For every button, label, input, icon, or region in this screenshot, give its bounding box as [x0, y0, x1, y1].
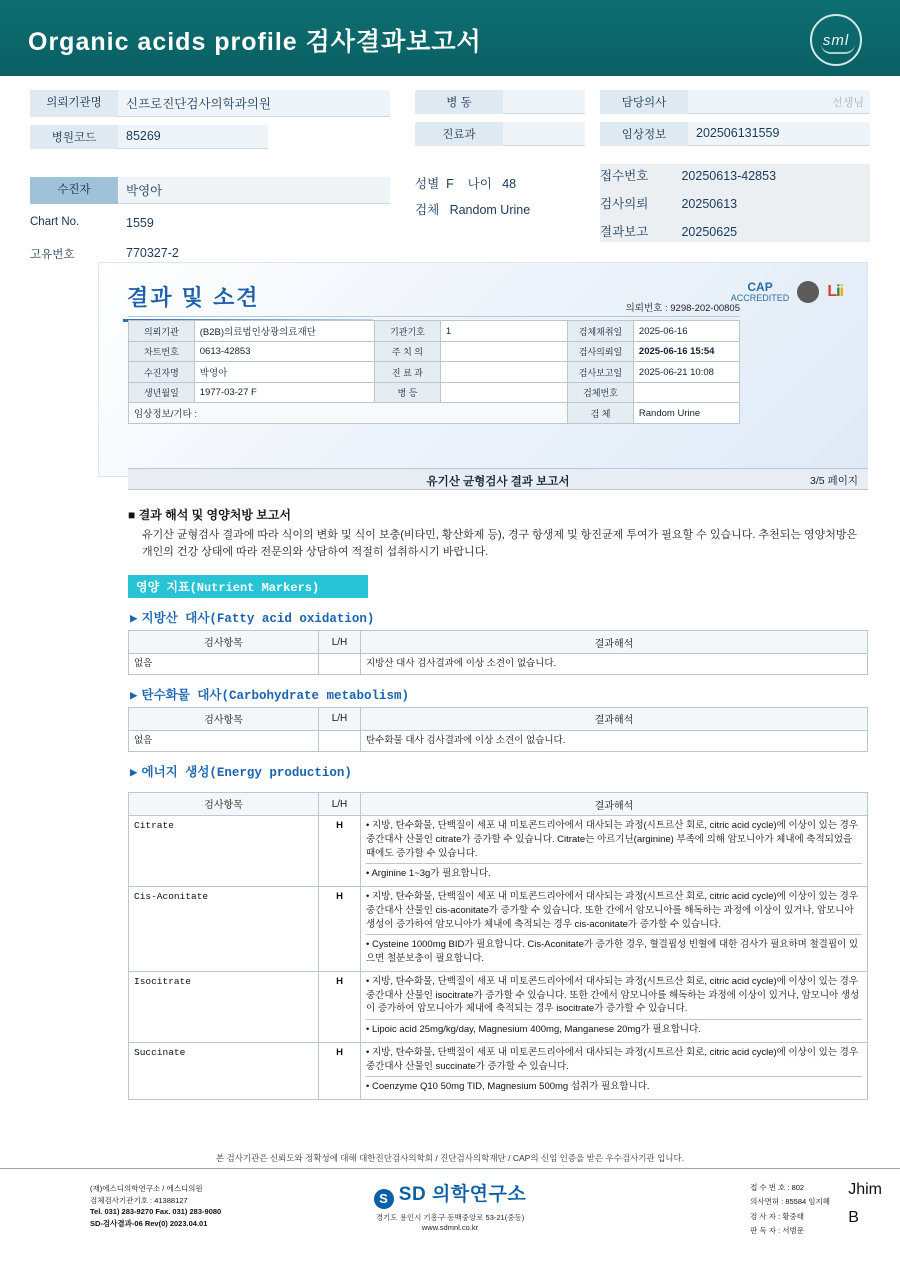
col-item: 검사항목: [129, 793, 319, 816]
cell-label: 차트번호: [129, 342, 195, 362]
request-no-value: 9298-202-00805: [670, 303, 740, 314]
patient-info-col-mid: [415, 90, 585, 218]
col-interp: 결과해석: [361, 793, 868, 816]
cell-interp: [361, 1042, 868, 1099]
label-order-date: 검사의뢰: [600, 197, 649, 211]
label-clinical-info: 임상정보: [600, 122, 688, 146]
field-clinical-info: [600, 122, 870, 146]
table-row: [129, 654, 868, 675]
label-age: 나이: [467, 177, 492, 191]
table-energy-production: [128, 792, 868, 1100]
cell-value: 2025-06-16 15:54: [633, 342, 739, 362]
cell-value: [440, 362, 567, 383]
cell-item: 없음: [129, 654, 319, 675]
label-sex: 성별: [415, 177, 440, 191]
footer-left-line: SD-검사결과-06 Rev(0) 2023.04.01: [90, 1218, 208, 1228]
request-no-label: 의뢰번호 :: [625, 303, 668, 314]
table-header-row: [129, 707, 868, 730]
value-hospital-code: 85269: [118, 125, 268, 149]
doctor-suffix: 선생님: [832, 97, 864, 109]
section-title-text: 에너지 생성(Energy production): [141, 765, 352, 780]
value-sex: F: [446, 177, 454, 191]
section-title-text: 지방산 대사(Fatty acid oxidation): [141, 612, 375, 627]
cell-label: 검사의뢰일: [568, 342, 634, 362]
footer-right-row: [750, 1181, 830, 1195]
table-row: [129, 342, 740, 362]
table-row: [129, 383, 740, 403]
report-section-band: [128, 468, 868, 490]
col-interp: 결과해석: [361, 707, 868, 730]
accreditation-badges: [731, 281, 843, 303]
field-sex-age: [415, 174, 585, 192]
signature-2: B: [848, 1209, 859, 1226]
interp-line: • 지방, 탄수화물, 단백질이 세포 내 미토콘드리아에서 대사되는 과정(시트르산 회로, citric acid cycle)에 이상이 있는 경우 중간대사 산물인 citrate가 증가할 수 있습니다. Citrate는 아르기닌(arginine) 부족에 의해 암모니아가 체내에 축적되었을 때에도 증가할 수 있습니다.: [366, 820, 859, 859]
value-accept-no: 20250613-42853: [681, 169, 777, 183]
patient-info: [0, 76, 900, 261]
value-order-date: 20250613: [681, 197, 738, 211]
cell-label: 검체번호: [568, 383, 634, 403]
cell-label: 병 등: [375, 383, 441, 403]
field-patient-name: [30, 177, 390, 204]
col-item: 검사항목: [129, 707, 319, 730]
page-footer: [0, 1168, 900, 1271]
cell-interp: [361, 816, 868, 887]
footer-right-label: 접 수 번 호 :: [750, 1183, 790, 1192]
footer-right-label: 검 사 자 :: [750, 1211, 781, 1221]
cell-label: 기관기호: [375, 321, 441, 342]
interp-line: • Arginine 1~3g가 필요합니다.: [366, 863, 862, 881]
interp-line: • Coenzyme Q10 50mg TID, Magnesium 500mg 섭취가 필요합니다.: [366, 1076, 862, 1094]
report-page-number: 3/5 페이지: [810, 475, 858, 487]
field-chart-no: [30, 212, 390, 234]
cell-value: 2025-06-16: [633, 321, 739, 342]
label-requesting-institution: 의뢰기관명: [30, 90, 118, 117]
cap-badge-sub: ACCREDITED: [730, 292, 790, 303]
label-department: 진료과: [415, 122, 503, 146]
label-specimen: 검체: [415, 203, 440, 217]
cell-value: [440, 383, 567, 403]
footer-left-line: 검체검사기관기호 : 41388127: [90, 1195, 188, 1205]
footer-right-value: 서범문: [782, 1225, 805, 1235]
cell-label: 수진자명: [129, 362, 195, 383]
panel-info-table: [128, 320, 740, 424]
col-lh: L/H: [319, 631, 361, 654]
footer-right-value: 802: [791, 1183, 805, 1192]
footer-url: www.sdmnl.co.kr: [421, 1223, 479, 1232]
cell-value: 1977-03-27 F: [194, 383, 374, 403]
patient-info-col-right: [600, 90, 870, 240]
intro-body: 유기산 균형검사 결과에 따라 식이의 변화 및 식이 보충(비타민, 황산화제 등), 경구 항생제 및 항진균제 투여가 필요할 수 있습니다. 추천되는 영양처방은 개인의 건강 상태에 따라 전문의와 상담하여 적절히 섭취하시기 바랍니다.: [142, 529, 858, 559]
value-uid: 770327-2: [126, 246, 179, 260]
sd-logo-text: SD 의학연구소: [398, 1184, 527, 1205]
footer-right-block: [750, 1181, 830, 1238]
cell-value: Random Urine: [633, 403, 739, 424]
field-doctor: [600, 90, 870, 114]
cell-value: [440, 342, 567, 362]
cell-item: Citrate: [129, 816, 319, 887]
cell-value: 1: [440, 321, 567, 342]
cell-label: 생년월일: [129, 383, 195, 403]
cell-lh: H: [319, 1042, 361, 1099]
interp-line: • 지방, 탄수화물, 단백질이 세포 내 미토콘드리아에서 대사되는 과정(시트르산 회로, citric acid cycle)에 이상이 있는 경우 중간대사 산물인 isocitrate가 증가할 수 있습니다. 또한 간에서 암모니아를 해독하는 과정에 이상이 있거나, 암모니아 생성이 증가하여 암모니아가 체내에 축적되는 경우 isocitrate가 증가할 수 있습니다.: [366, 975, 860, 1015]
panel-title: 결과 및 소견: [127, 285, 260, 310]
nutrient-markers-bar: 영양 지표(Nutrient Markers): [128, 575, 368, 598]
table-row: [129, 971, 868, 1042]
footer-left-line: Tel. 031) 283-9270 Fax. 031) 283-9080: [90, 1207, 222, 1217]
triangle-icon: ▶: [130, 688, 138, 703]
cell-value: 2025-06-21 10:08: [633, 362, 739, 383]
field-requesting-institution: [30, 90, 390, 117]
table-header-row: [129, 793, 868, 816]
footer-right-value: 황중태: [782, 1211, 805, 1221]
footer-right-row: [750, 1210, 830, 1224]
table-row: [129, 321, 740, 342]
label-hospital-code: 병원코드: [30, 125, 118, 149]
intro-heading: ■ 결과 해석 및 영양처방 보고서: [128, 508, 292, 522]
kslm-seal-icon: [797, 281, 819, 303]
label-ward: 병 동: [415, 90, 503, 114]
cell-item: Cis-Aconitate: [129, 887, 319, 972]
patient-info-col-left: [30, 90, 390, 274]
section-title-carbohydrate: [130, 685, 868, 703]
triangle-icon: ▶: [130, 765, 138, 780]
cell-interp: 지방산 대사 검사결과에 이상 소견이 없습니다.: [361, 654, 868, 675]
value-clinical-info: 202506131559: [688, 122, 870, 146]
section-title-fatty-acid: [130, 608, 868, 626]
label-patient-name: 수진자: [30, 177, 118, 204]
col-interp: 결과해석: [361, 631, 868, 654]
sml-logo-text: sml: [822, 31, 850, 49]
cell-label: 주 치 의: [375, 342, 441, 362]
footer-address: 경기도 용인시 기흥구 동백중앙로 53-21(중동): [375, 1213, 525, 1222]
col-lh: L/H: [319, 793, 361, 816]
footer-left-line: (재)에스디의학연구소 / 에스디의원: [90, 1184, 203, 1193]
cell-item: Succinate: [129, 1042, 319, 1099]
energy-production-table-wrapper: [128, 792, 868, 1152]
footer-right-label: 판 독 자 :: [750, 1225, 781, 1235]
report-content: [128, 500, 868, 784]
value-ward: [503, 90, 585, 114]
table-header-row: [129, 631, 868, 654]
report-band-title: 유기산 균형검사 결과 보고서: [426, 476, 570, 488]
cell-label: 의뢰기관: [129, 321, 195, 342]
logo-swoosh-icon: [821, 44, 855, 54]
value-age: 48: [502, 177, 517, 191]
table-row: [129, 362, 740, 383]
cell-lh: [319, 654, 361, 675]
cell-item: 없음: [129, 730, 319, 751]
cell-lh: H: [319, 887, 361, 972]
cell-label: 검 체: [568, 403, 634, 424]
value-report-date: 20250625: [681, 225, 738, 239]
label-report-date: 결과보고: [600, 225, 649, 239]
table-row: [129, 403, 740, 424]
footer-right-label: 의사면허 : 85584 임지혜: [750, 1197, 830, 1207]
value-patient-name: 박영아: [118, 177, 390, 204]
cell-value: (B2B)의료법인상광의료재단: [194, 321, 374, 342]
sd-mark-icon: S: [374, 1189, 394, 1209]
cell-clinical-label: 임상정보/기타 :: [129, 403, 568, 424]
sml-logo: [810, 14, 862, 66]
cell-label: 진 료 과: [375, 362, 441, 383]
cell-item: Isocitrate: [129, 971, 319, 1042]
triangle-icon: ▶: [130, 612, 138, 627]
signature-1: Jhim: [848, 1181, 882, 1198]
table-row: [129, 887, 868, 972]
field-order-date: [600, 194, 870, 212]
request-no-line: [128, 300, 740, 317]
value-chart-no: 1559: [126, 216, 154, 230]
cell-interp: 탄수화물 대사 검사결과에 이상 소견이 없습니다.: [361, 730, 868, 751]
field-ward: [415, 90, 585, 114]
field-specimen: [415, 200, 585, 218]
lii-logo-icon: Lii: [827, 283, 843, 301]
cell-value: 박영아: [194, 362, 374, 383]
field-accept-no: [600, 166, 870, 184]
table-row: [129, 816, 868, 887]
table-row: [129, 730, 868, 751]
accreditation-footnote: 본 검사기관은 신뢰도와 정확성에 대해 대한진단검사의학회 / 진단검사의학재단 / CAP의 신임 인증을 받은 우수검사기관 입니다.: [215, 1153, 685, 1163]
value-department: [503, 122, 585, 146]
interp-line: • 지방, 탄수화물, 단백질이 세포 내 미토콘드리아에서 대사되는 과정(시트르산 회로, citric acid cycle)에 이상이 있는 경우 중간대사 산물인 cis-aconitate가 증가할 수 있습니다. 또한 간에서 암모니아를 해독하는 과정에 이상이 있거나, 암모니아 생성이 증가하여 암모니아가 체내에 축적되는 경우 cis-aconitate가 증가할 수 있습니다.: [366, 891, 859, 930]
value-specimen: Random Urine: [449, 203, 531, 217]
cell-interp: [361, 971, 868, 1042]
label-uid: 고유번호: [30, 249, 75, 261]
interp-line: • Cysteine 1000mg BID가 필요합니다. Cis-Aconitate가 증가한 경우, 혈결핍성 빈혈에 대한 검사가 필요하며 철결핍이 있으면 철분보충이 필요합니다.: [366, 934, 862, 966]
footer-right-row: [750, 1224, 830, 1238]
col-item: 검사항목: [129, 631, 319, 654]
section-title-energy: [130, 762, 868, 780]
footer-right-row: [750, 1195, 830, 1209]
col-lh: L/H: [319, 707, 361, 730]
cell-value: [633, 383, 739, 403]
cell-lh: H: [319, 816, 361, 887]
signature-block: [848, 1181, 882, 1227]
cap-badge-title: CAP: [747, 280, 773, 294]
label-doctor: 담당의사: [600, 90, 688, 114]
page-title: Organic acids profile 검사결과보고서: [28, 28, 482, 56]
label-chart-no: Chart No.: [30, 216, 80, 228]
interp-line: • 지방, 탄수화물, 단백질이 세포 내 미토콘드리아에서 대사되는 과정(시트르산 회로, citric acid cycle)에 이상이 있는 경우 중간대사 산물인 succinate가 증가할 수 있습니다.: [366, 1046, 859, 1072]
cell-label: 검사보고일: [568, 362, 634, 383]
field-report-date: [600, 222, 870, 240]
section-title-text: 탄수화물 대사(Carbohydrate metabolism): [141, 688, 410, 703]
table-fatty-acid: [128, 630, 868, 675]
cell-label: 검체채취일: [568, 321, 634, 342]
cell-interp: [361, 887, 868, 972]
value-requesting-institution: 신프로진단검사의학과의원: [118, 90, 390, 117]
interp-line: • Lipoic acid 25mg/kg/day, Magnesium 400mg, Manganese 20mg가 필요합니다.: [366, 1019, 862, 1037]
page-header: [0, 0, 900, 76]
table-row: [129, 1042, 868, 1099]
field-department: [415, 122, 585, 146]
cell-lh: [319, 730, 361, 751]
table-carbohydrate: [128, 707, 868, 752]
label-accept-no: 접수번호: [600, 169, 649, 183]
field-hospital-code: [30, 125, 390, 149]
cell-value: 0613-42853: [194, 342, 374, 362]
cell-lh: H: [319, 971, 361, 1042]
